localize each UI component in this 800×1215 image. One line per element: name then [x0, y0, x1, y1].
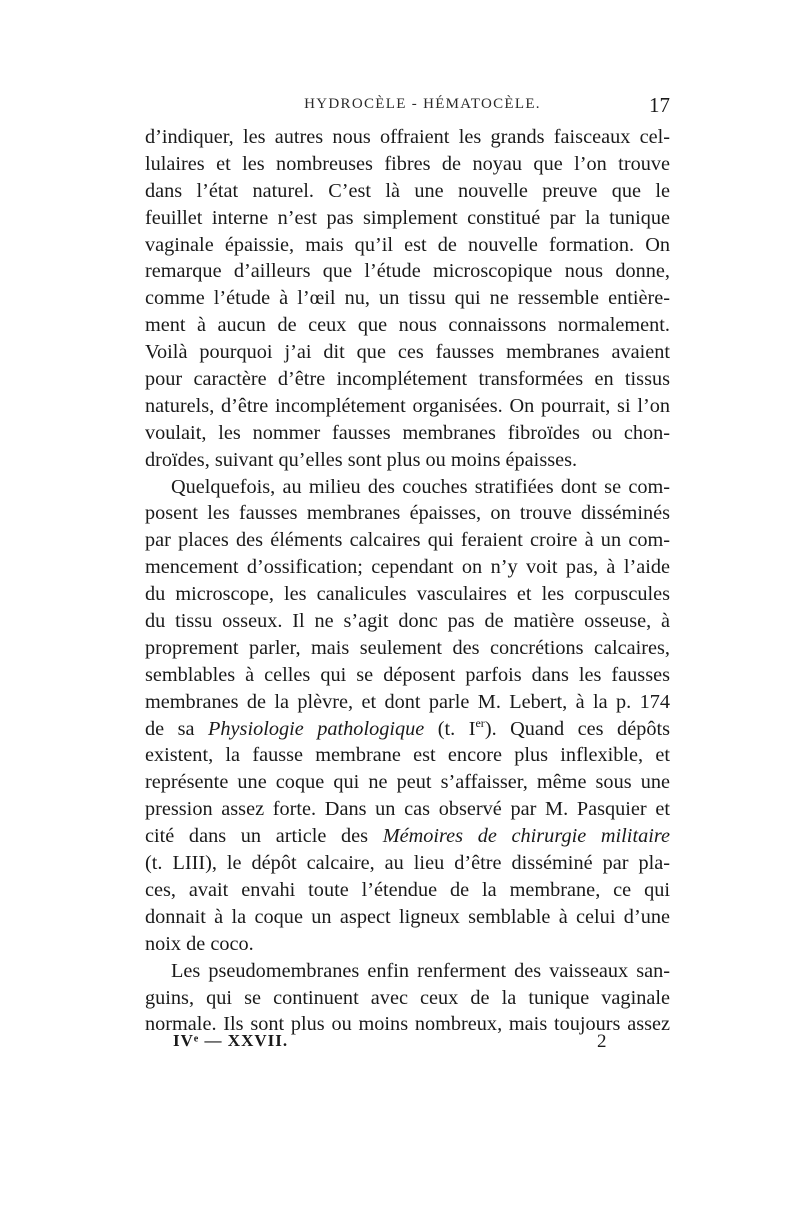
text-line: posent les fausses membranes épaisses, on trouve disséminés: [145, 502, 670, 525]
book-title-italic: Physiologie pathologique: [208, 717, 425, 740]
text-line: [145, 716, 670, 743]
text-line: représente une coque qui ne peut s’affaisser, même sous une: [145, 771, 670, 794]
text-line: Quelquefois, au milieu des couches stratifiées dont se com-: [171, 475, 670, 498]
text-line: pression assez forte. Dans un cas observé par M. Pasquier et: [145, 798, 670, 821]
text-line: guins, qui se continuent avec ceux de la tunique vaginale: [145, 986, 670, 1009]
text-line: pour caractère d’être incomplétement transformées en tissus: [145, 368, 670, 391]
text-line: ces, avait envahi toute l’étendue de la membrane, ce qui: [145, 878, 670, 901]
text-segment: de sa: [145, 717, 209, 740]
text-line: par places des éléments calcaires qui feraient croire à un com-: [145, 529, 670, 552]
text-line: vaginale épaissie, mais qu’il est de nouvelle formation. On: [145, 233, 670, 256]
text-line: mencement d’ossification; cependant on n’y voit pas, à l’aide: [145, 556, 670, 579]
text-line: proprement parler, mais seulement des concrétions calcaires,: [145, 636, 670, 659]
text-line: donnait à la coque un aspect ligneux semblable à celui d’une: [145, 905, 670, 928]
book-page: [145, 93, 671, 1056]
sheet-number: 2: [597, 1031, 607, 1052]
text-line: membranes de la plèvre, et dont parle M. Lebert, à la p. 174: [145, 690, 670, 713]
text-line: du microscope, les canalicules vasculaires et les corpuscules: [145, 583, 670, 606]
superscript: er: [475, 715, 485, 730]
signature-mark: IVᵉ — XXVII.: [173, 1031, 289, 1050]
text-line: feuillet interne n’est pas simplement constitué par la tunique: [145, 206, 670, 229]
text-line: (t. LIII), le dépôt calcaire, au lieu d’être disséminé par pla-: [145, 852, 670, 875]
text-line: lulaires et les nombreuses fibres de noyau que l’on trouve: [145, 152, 670, 175]
running-title: HYDROCÈLE - HÉMATOCÈLE.: [304, 96, 541, 112]
text-segment: ). Quand ces dépôts: [484, 717, 671, 740]
text-line: comme l’étude à l’œil nu, un tissu qui ne ressemble entière-: [145, 287, 670, 310]
text-line: existent, la fausse membrane est encore plus inflexible, et: [145, 744, 670, 767]
text-line: naturels, d’être incomplétement organisées. On pourrait, si l’on: [145, 394, 670, 417]
text-line: noix de coco.: [145, 932, 254, 955]
text-segment: cité dans un article des: [145, 825, 383, 848]
text-line: semblables à celles qui se déposent parfois dans les fausses: [145, 663, 670, 686]
journal-title-italic: Mémoires de chirurgie militaire: [382, 825, 670, 848]
body-text: [145, 124, 670, 1038]
text-line: Voilà pourquoi j’ai dit que ces fausses membranes avaient: [145, 341, 670, 364]
text-line: d’indiquer, les autres nous offraient les grands faisceaux cel-: [145, 126, 670, 148]
text-line: ment à aucun de ceux que nous connaissons normalement.: [145, 314, 670, 337]
page-footer: [145, 1031, 670, 1057]
text-line: normale. Ils sont plus ou moins nombreux, mais toujours assez: [145, 1013, 670, 1036]
text-line: dans l’état naturel. C’est là une nouvelle preuve que le: [145, 179, 670, 202]
text-line: voulait, les nommer fausses membranes fibroïdes ou chon-: [145, 421, 670, 444]
text-line: [145, 823, 670, 850]
text-segment: (t. I: [424, 717, 476, 740]
text-line: du tissu osseux. Il ne s’agit donc pas de matière osseuse, à: [145, 610, 670, 633]
running-head: [145, 93, 670, 124]
text-line: Les pseudomembranes enfin renferment des vaisseaux san-: [171, 959, 670, 982]
page-number: 17: [649, 93, 670, 117]
text-line: droïdes, suivant qu’elles sont plus ou moins épaisses.: [145, 448, 578, 471]
text-line: remarque d’ailleurs que l’étude microscopique nous donne,: [145, 260, 670, 283]
